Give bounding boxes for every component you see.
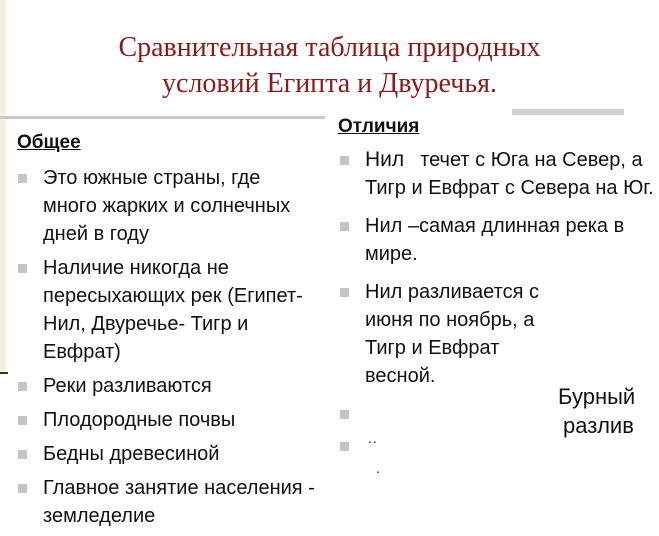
bullet-icon <box>340 156 349 165</box>
bullet-icon <box>18 416 27 425</box>
bullet-icon <box>340 288 349 297</box>
list-item-text: течет с Юга на Север, а Тигр и Евфрат с Севера на Юг. <box>365 149 654 199</box>
common-heading: Общее <box>17 132 81 153</box>
list-item-text: Это южные страны, где много жарких и солнечных дней в году <box>43 167 291 245</box>
list-item-text: Нил –самая длинная река в мире. <box>365 215 625 265</box>
bullet-icon <box>18 450 27 459</box>
list-item <box>338 146 656 202</box>
list-item-text: Бедны древесиной <box>43 443 220 465</box>
bullet-icon <box>340 410 349 419</box>
common-list <box>16 164 316 530</box>
bullet-icon <box>340 442 349 451</box>
list-item-text: Нил <box>365 148 405 171</box>
list-item <box>338 278 565 390</box>
list-item <box>16 440 316 468</box>
list-item-text: Главное занятие населения - земледелие <box>43 477 315 527</box>
title-line-2: условий Египта и Двуречья. <box>162 68 497 99</box>
list-item-text: Наличие никогда не пересыхающих рек (Египет- Нил, Двуречье- Тигр и Евфрат) <box>43 257 303 363</box>
left-tick-mark <box>0 372 8 374</box>
bullet-icon <box>18 484 27 493</box>
note-line-2: разлив <box>563 413 634 438</box>
divider-right <box>512 109 624 115</box>
divider-left <box>0 116 325 119</box>
title-line-1: Сравнительная таблица природных <box>118 32 541 63</box>
list-item <box>16 406 316 434</box>
list-item <box>16 164 316 248</box>
slide-title <box>0 30 659 102</box>
bullet-icon <box>18 174 27 183</box>
list-item <box>16 372 316 400</box>
floating-note <box>558 382 635 440</box>
list-item <box>16 254 316 366</box>
note-line-1: Бурный <box>558 384 636 409</box>
list-item-text: Нил разливается с июня по ноябрь, а Тигр и Евфрат весной. <box>365 281 539 387</box>
bullet-icon <box>340 222 349 231</box>
stray-dots: .. <box>368 430 378 446</box>
list-item <box>16 474 316 530</box>
common-column <box>16 164 316 536</box>
differences-heading: Отличия <box>338 116 420 137</box>
bullet-icon <box>18 264 27 273</box>
list-item-text: Плодородные почвы <box>43 409 236 431</box>
bullet-icon <box>18 382 27 391</box>
list-item-text: Реки разливаются <box>43 375 212 397</box>
list-item <box>338 212 656 268</box>
stray-dot: . <box>376 460 380 476</box>
